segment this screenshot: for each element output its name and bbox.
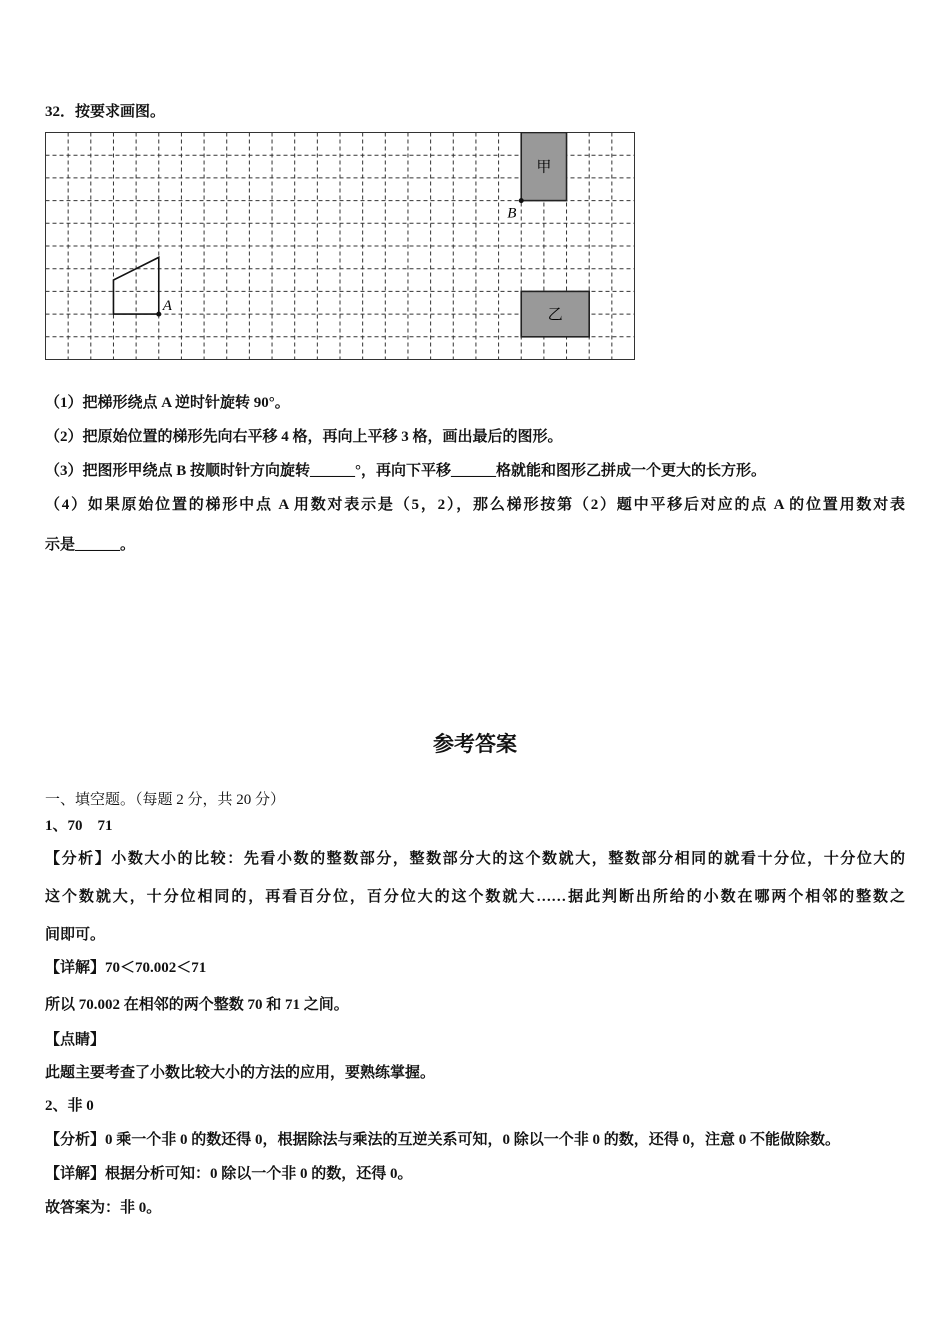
question-title: 32．按要求画图。 — [45, 104, 166, 120]
q2-answer: 2、非 0 — [45, 1098, 94, 1114]
item-4-cont: 示是______。 — [45, 537, 136, 553]
q1-comment: 此题主要考查了小数比较大小的方法的应用，要熟练掌握。 — [45, 1065, 436, 1081]
label-a: A — [162, 298, 172, 315]
q1-detail: 【详解】70＜70.002＜71 — [45, 960, 207, 976]
q1-analysis-1: 【分析】小数大小的比较：先看小数的整数部分，整数部分大的这个数就大，整数部分相同的就看十分位，十分位大的 — [45, 851, 905, 867]
item-3: （3）把图形甲绕点 B 按顺时针方向旋转______°，再向下平移______格就能和图形乙拼成一个更大的长方形。 — [45, 463, 767, 479]
item-2: （2）把原始位置的梯形先向右平移 4 格，再向上平移 3 格，画出最后的图形。 — [45, 429, 563, 445]
q2-analysis: 【分析】0 乘一个非 0 的数还得 0，根据除法与乘法的互逆关系可知，0 除以一个非 0 的数，还得 0，注意 0 不能做除数。 — [45, 1132, 841, 1148]
shape-yi-label: 乙 — [547, 307, 563, 324]
q2-conclusion: 故答案为：非 0。 — [45, 1200, 162, 1216]
point-b — [519, 198, 524, 203]
label-b: B — [507, 205, 517, 222]
q1-comment-label: 【点睛】 — [45, 1032, 106, 1048]
section-heading: 一、填空题。（每题 2 分，共 20 分） — [45, 792, 286, 808]
grid-figure — [45, 132, 635, 360]
answers-heading: 参考答案 — [433, 732, 517, 756]
point-a — [156, 312, 161, 317]
q1-analysis-2: 这个数就大，十分位相同的，再看百分位，百分位大的这个数就大……据此判断出所给的小数在哪两个相邻的整数之 — [45, 889, 905, 905]
q1-detail-2: 所以 70.002 在相邻的两个整数 70 和 71 之间。 — [45, 997, 349, 1013]
shape-jia-label: 甲 — [536, 159, 552, 176]
q1-analysis-3: 间即可。 — [45, 927, 106, 943]
q2-detail: 【详解】根据分析可知：0 除以一个非 0 的数，还得 0。 — [45, 1166, 413, 1182]
item-1: （1）把梯形绕点 A 逆时针旋转 90°。 — [45, 395, 290, 411]
item-4: （4）如果原始位置的梯形中点 A 用数对表示是（5，2），那么梯形按第（2）题中平移后对应的点 A 的位置用数对表 — [45, 497, 905, 513]
q1-answer: 1、70 71 — [45, 818, 113, 834]
